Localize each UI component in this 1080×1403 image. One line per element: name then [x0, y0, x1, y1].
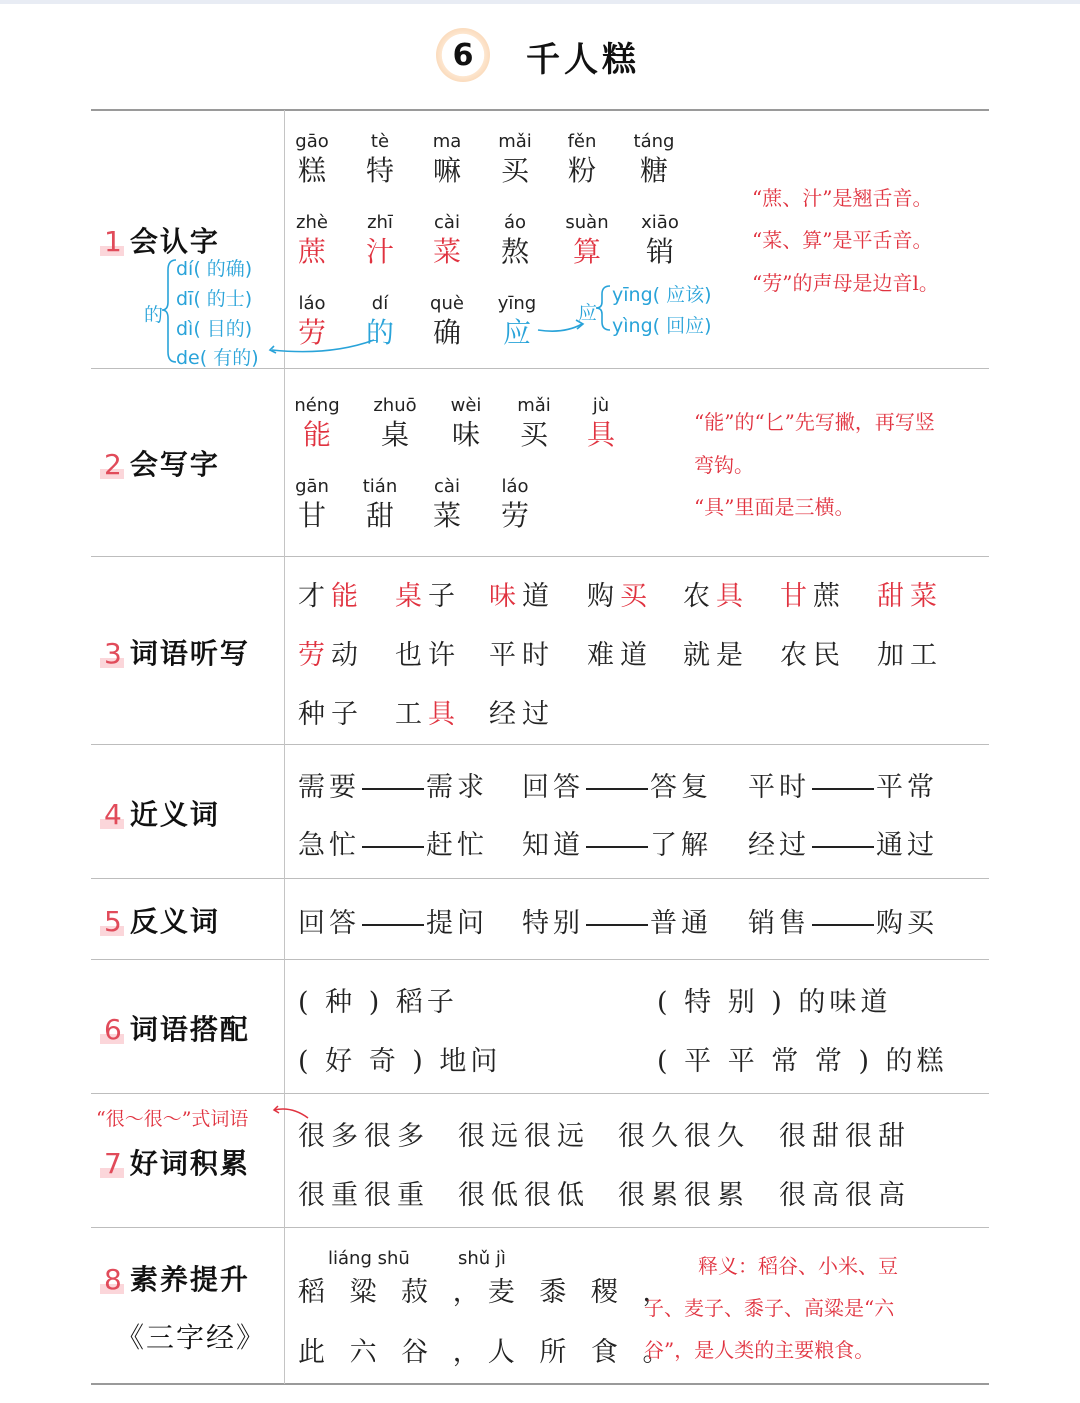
char-item: fěn 粉 [567, 131, 597, 187]
char-item: gāo 糕 [295, 131, 329, 187]
antonym-pair: 销售 购买 [748, 908, 938, 939]
char-item: xiāo 销 [641, 212, 679, 268]
lesson-title: 千人糕 [526, 40, 640, 80]
polyphone-reading: dì( 目的) [176, 318, 253, 340]
synonym-pair: 平时 平常 [748, 772, 938, 803]
word-item: 工具 [395, 699, 461, 730]
char-item: láo 劳 [500, 476, 529, 532]
synonym-pair: 急忙 赶忙 [298, 830, 488, 861]
synonym-pair: 需要 需求 [298, 772, 488, 803]
section-label-3: 3 词语听写 [104, 637, 250, 670]
section-label-1: 1 会认字 [104, 225, 220, 258]
good-word: 很低很低 [458, 1180, 590, 1211]
polyphone-ying-label: 应 [578, 302, 598, 324]
polyphone-reading: yìng( 回应) [612, 315, 712, 337]
char-item: wèi 味 [450, 395, 482, 451]
char-item: jù 具 [586, 395, 615, 451]
poem-explanation: 谷”，是人类的主要粮食。 [644, 1338, 875, 1362]
section-label-6: 6 词语搭配 [104, 1013, 250, 1046]
char-item: táng 糖 [633, 131, 675, 187]
collocation-item: ( 好 奇 ) 地问 [298, 1046, 502, 1077]
collocation-item: ( 特 别 ) 的味道 [657, 987, 892, 1018]
poem-line: 此 六 谷 ，人 所 食 。 [298, 1337, 678, 1368]
tip-note: “劳”的声母是边音l。 [752, 271, 939, 295]
poem-line: 稻 粱 菽 ，麦 黍 稷 ， [298, 1277, 678, 1308]
polyphone-de-label: 的 [144, 304, 164, 326]
good-word: 很累很累 [618, 1180, 750, 1211]
divider [91, 1093, 989, 1094]
word-item: 难道 [587, 640, 653, 671]
good-word: 很远很远 [458, 1121, 590, 1152]
lesson-number-badge: 6 [436, 28, 490, 82]
divider [91, 109, 989, 111]
char-item: yīng 应 [497, 293, 537, 349]
word-item: 购买 [587, 581, 653, 612]
poem-pinyin: shǔ jì [458, 1248, 506, 1269]
char-item: zhè 蔗 [296, 212, 328, 268]
section-label-4: 4 近义词 [104, 798, 220, 831]
tip-note: “能”的“匕”先写撇，再写竖 [694, 410, 935, 434]
word-item: 平时 [489, 640, 555, 671]
divider [91, 1227, 989, 1228]
poem-pinyin: liáng shū [328, 1248, 410, 1269]
good-word: 很甜很甜 [779, 1121, 911, 1152]
char-item: mǎi 买 [517, 395, 551, 451]
synonym-pair: 回答 答复 [522, 772, 712, 803]
char-item: tián 甜 [362, 476, 398, 532]
word-item: 种子 [298, 699, 364, 730]
char-item: cài 菜 [432, 476, 461, 532]
word-item: 就是 [683, 640, 749, 671]
word-item: 才能 [298, 581, 364, 612]
divider [91, 878, 989, 879]
polyphone-brace [534, 280, 610, 340]
collocation-item: ( 平 平 常 常 ) 的糕 [657, 1046, 948, 1077]
char-item: zhuō 桌 [373, 395, 417, 451]
word-item: 劳动 [298, 640, 364, 671]
word-item: 甘蔗 [780, 581, 846, 612]
char-item: què 确 [430, 293, 464, 349]
tip-note: 弯钩。 [694, 453, 754, 477]
good-word: 很重很重 [298, 1180, 430, 1211]
section-label-7: 7 好词积累 [104, 1147, 250, 1180]
tip-note: “蔗、汁”是翘舌音。 [752, 186, 933, 210]
char-item: cài 菜 [432, 212, 461, 268]
tip-note: “菜、算”是平舌音。 [752, 228, 933, 252]
char-item: suàn 算 [565, 212, 609, 268]
polyphone-reading: dī( 的士) [176, 288, 253, 310]
synonym-pair: 经过 通过 [748, 830, 938, 861]
char-item: láo 劳 [297, 293, 326, 349]
poem-explanation: 释义：稻谷、小米、豆 [698, 1254, 898, 1278]
section-label-5: 5 反义词 [104, 905, 220, 938]
word-item: 也许 [395, 640, 461, 671]
antonym-pair: 回答 提问 [298, 908, 488, 939]
word-item: 农民 [780, 640, 846, 671]
good-word: 很高很高 [779, 1180, 911, 1211]
char-item: dí 的 [365, 293, 394, 349]
divider [91, 959, 989, 960]
char-item: áo 熬 [500, 212, 529, 268]
good-word: 很久很久 [618, 1121, 750, 1152]
word-item: 桌子 [395, 581, 461, 612]
char-item: gān 甘 [295, 476, 329, 532]
poem-explanation: 子、麦子、黍子、高粱是“六 [644, 1296, 895, 1320]
char-item: mǎi 买 [498, 131, 532, 187]
good-word: 很多很多 [298, 1121, 430, 1152]
tip-note: “具”里面是三横。 [694, 495, 855, 519]
word-item: 味道 [489, 581, 555, 612]
polyphone-reading: yīng( 应该) [612, 284, 712, 306]
divider [91, 1383, 989, 1385]
antonym-pair: 特别 普通 [522, 908, 712, 939]
good-words-note: “很～很～”式词语 [96, 1108, 249, 1130]
polyphone-reading: de( 有的) [176, 347, 259, 369]
top-bar [0, 0, 1080, 4]
char-item: néng 能 [294, 395, 340, 451]
divider [91, 556, 989, 557]
section-sublabel-8: 《三字经》 [116, 1321, 267, 1354]
collocation-item: ( 种 ) 稻子 [298, 987, 458, 1018]
section-label-8: 8 素养提升 [104, 1263, 250, 1296]
synonym-pair: 知道 了解 [522, 830, 712, 861]
section-label-2: 2 会写字 [104, 448, 220, 481]
word-item: 经过 [489, 699, 555, 730]
word-item: 农具 [683, 581, 749, 612]
char-item: tè 特 [365, 131, 394, 187]
lesson-header [0, 22, 1080, 92]
divider [91, 744, 989, 745]
word-item: 加工 [877, 640, 943, 671]
char-item: ma 嘛 [432, 131, 462, 187]
word-item: 甜菜 [877, 581, 943, 612]
char-item: zhī 汁 [365, 212, 394, 268]
polyphone-reading: dí( 的确) [176, 258, 253, 280]
